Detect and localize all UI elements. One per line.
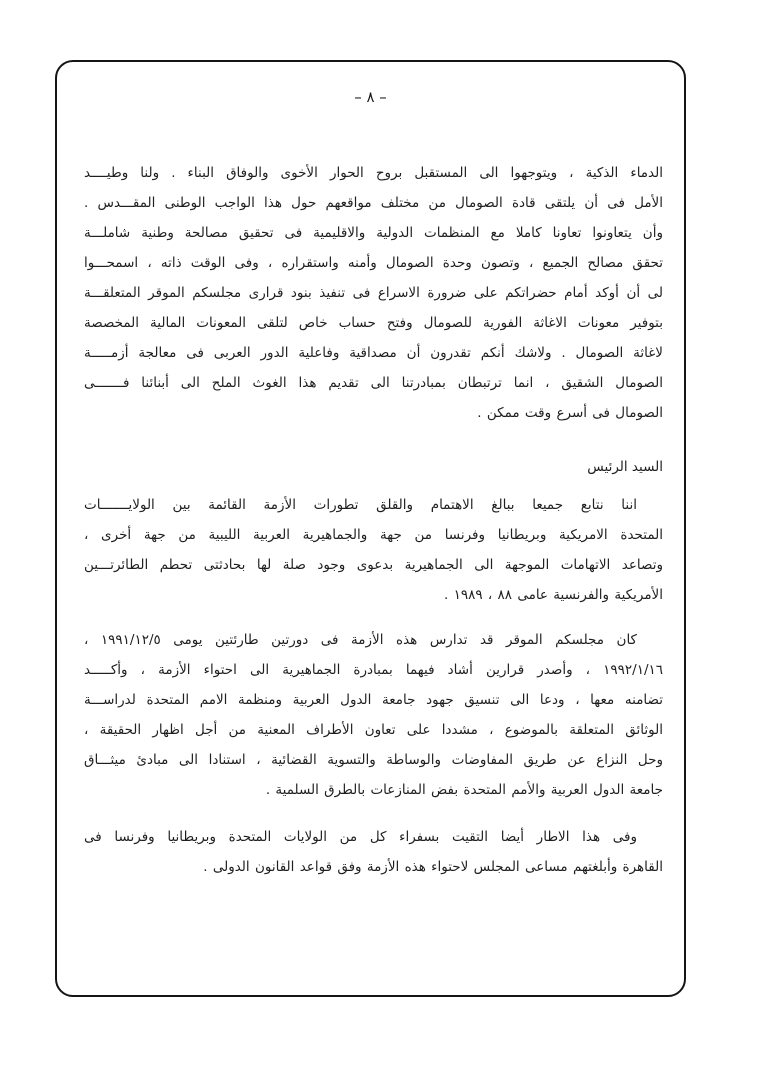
text-line: الأمريكية والفرنسية عامى ٨٨ ، ١٩٨٩ . [443, 587, 663, 603]
text-line: لاغاثة الصومال . ولاشك أنكم تقدرون أن مصداقية وفاعلية الدور العربى فى معالجة أزمـــــة [84, 345, 663, 361]
paragraph-lockerbie-crisis [84, 490, 663, 610]
text-line: الصومال الشقيق ، انما ترتبطان بمبادرتنا الى تقديم هذا الغوث الملح الى أبنائنا فـــــــى [84, 375, 663, 391]
text-line: القاهرة وأبلغتهم مساعى المجلس لاحتواء هذه الأزمة وفق قواعد القانون الدولى . [203, 859, 663, 875]
section-heading-mr-president: السيد الرئيس [587, 459, 663, 475]
page-number: – ٨ – [354, 88, 387, 106]
text-line: وحل النزاع عن طريق المفاوضات والوساطة والتسوية القضائية ، استنادا الى مبادئ ميثـــاق [84, 752, 663, 768]
text-line: وتصاعد الاتهامات الموجهة الى الجماهيرية بدعوى وجود صلة لها بحادثتى تحطم الطائرتـــين [84, 557, 663, 573]
paragraph-somalia-relief [84, 158, 663, 428]
text-line: لى أن أوكد أمام حضراتكم على ضرورة الاسراع فى تنفيذ بنود قرارى مجلسكم الموقر المتعلقـــة [84, 285, 663, 301]
text-line: المتحدة الامريكية وبريطانيا وفرنسا من جهة والجماهيرية العربية الليبية من جهة أخرى ، [84, 527, 663, 543]
text-line: الدماء الذكية ، ويتوجهوا الى المستقبل بروح الحوار الأخوى والوفاق البناء . ولنا وطيــــد [84, 165, 663, 181]
text-line: تحقق مصالح الجميع ، وتصون وحدة الصومال وأمنه واستقراره ، وفى الوقت ذاته ، اسمحـــوا [84, 255, 663, 271]
text-line: ١٩٩٢/١/١٦ ، وأصدر قرارين أشاد فيهما بمبادرة الجماهيرية الى احتواء الأزمة ، وأكـــــد [84, 662, 663, 678]
text-line: وأن يتعاونوا تعاونا كاملا مع المنظمات الدولية والاقليمية فى تحقيق مصالحة وطنية شاملـــة [84, 225, 663, 241]
text-line: بتوفير معونات الاغاثة الفورية للصومال وفتح حساب خاص لتلقى المعونات المالية المخصصة [84, 315, 663, 331]
text-line: وفى هذا الاطار أيضا التقيت بسفراء كل من الولايات المتحدة وبريطانيا وفرنسا فى [84, 829, 637, 845]
text-line: الأمل فى أن يلتقى قادة الصومال من مختلف مواقعهم حول هذا الواجب الوطنى المقـــدس . [84, 195, 663, 211]
text-line: تضامنه معها ، ودعا الى تنسيق جهود جامعة الدول العربية ومنظمة الامم المتحدة لدراســـة [84, 692, 663, 708]
text-line: الوثائق المتعلقة بالموضوع ، مشددا على تعاون الأطراف المعنية من أجل اظهار الحقيقة ، [84, 722, 663, 738]
text-line: اننا نتابع جميعا ببالغ الاهتمام والقلق تطورات الأزمة القائمة بين الولايـــــــات [84, 497, 637, 513]
text-line: جامعة الدول العربية والأمم المتحدة بفض المنازعات بالطرق السلمية . [265, 782, 663, 798]
paragraph-ambassadors-meeting [84, 822, 663, 882]
text-line: الصومال فى أسرع وقت ممكن . [477, 405, 663, 421]
text-line: كان مجلسكم الموقر قد تدارس هذه الأزمة فى دورتين طارئتين يومى ١٩٩١/١٢/٥ ، [84, 632, 637, 648]
paragraph-council-sessions [84, 625, 663, 805]
